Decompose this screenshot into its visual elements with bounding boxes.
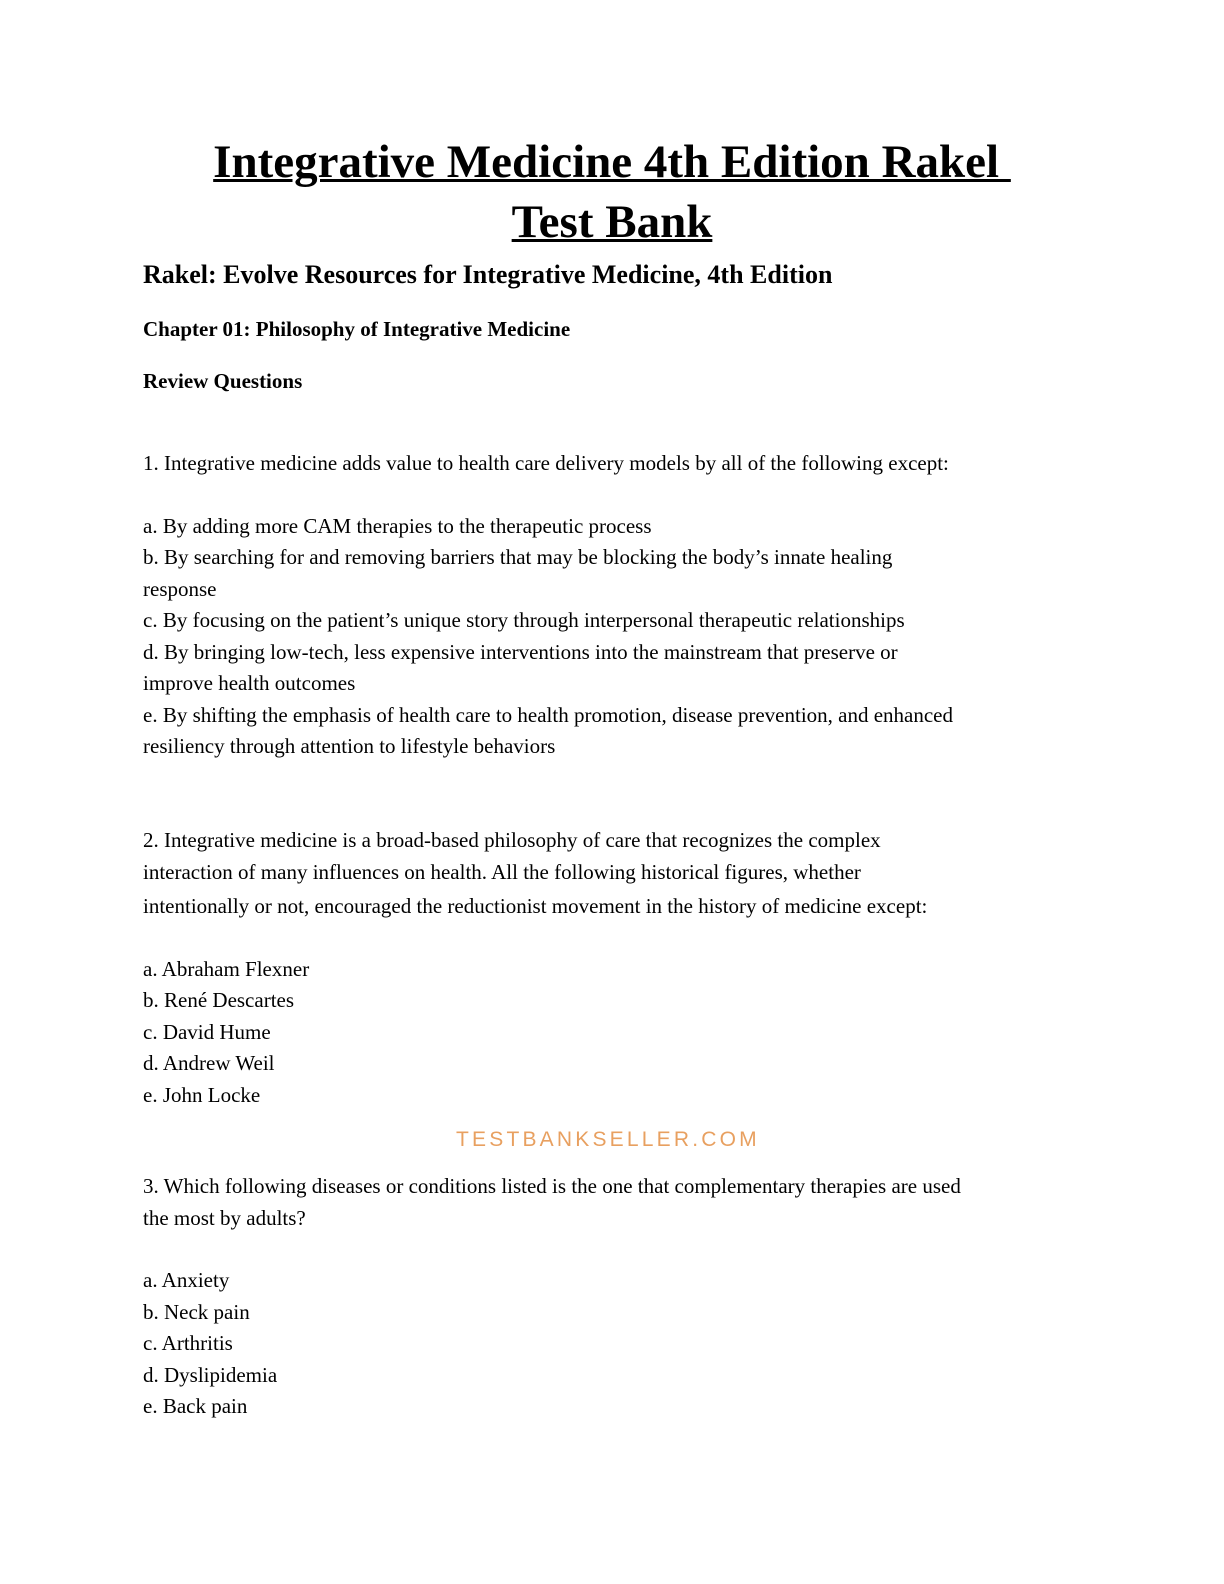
option: b. René Descartes	[143, 988, 295, 1012]
option: d. Andrew Weil	[143, 1051, 275, 1075]
option: b. By searching for and removing barriers that may be blocking the body’s innate healing	[143, 545, 893, 569]
option-cont: improve health outcomes	[143, 671, 356, 695]
question-stem: 2. Integrative medicine is a broad-based philosophy of care that recognizes the complex	[143, 828, 881, 852]
question-1	[143, 448, 1083, 763]
option: a. Anxiety	[143, 1268, 230, 1292]
option: d. Dyslipidemia	[143, 1362, 278, 1387]
option: e. Back pain	[143, 1394, 248, 1418]
question-stem: 3. Which following diseases or conditions listed is the one that complementary therapies are used	[143, 1174, 961, 1198]
option: e. By shifting the emphasis of health care to health promotion, disease prevention, and enhanced	[143, 702, 954, 727]
section-heading: Review Questions	[143, 369, 303, 393]
option: a. Abraham Flexner	[143, 956, 310, 981]
option: d. By bringing low-tech, less expensive interventions into the mainstream that preserve or	[143, 639, 898, 664]
question-3	[143, 1171, 1083, 1423]
option-cont: resiliency through attention to lifestyle behaviors	[143, 734, 556, 758]
watermark: TESTBANKSELLER.COM	[456, 1128, 760, 1151]
title-line-1: Integrative Medicine 4th Edition Rakel	[213, 136, 1011, 188]
title-line-2: Test Bank	[511, 196, 713, 248]
option: c. By focusing on the patient’s unique story through interpersonal therapeutic relationships	[143, 608, 905, 632]
subtitle: Rakel: Evolve Resources for Integrative Medicine, 4th Edition	[143, 260, 833, 289]
question-stem: 1. Integrative medicine adds value to health care delivery models by all of the following except:	[143, 451, 949, 475]
document-title	[0, 133, 1224, 251]
question-2	[143, 825, 1083, 1111]
option: c. David Hume	[143, 1019, 271, 1044]
option: b. Neck pain	[143, 1299, 250, 1324]
option: c. Arthritis	[143, 1331, 233, 1355]
chapter-heading: Chapter 01: Philosophy of Integrative Medicine	[143, 317, 571, 341]
question-stem: the most by adults?	[143, 1205, 306, 1230]
option-cont: response	[143, 576, 217, 601]
question-stem: intentionally or not, encouraged the reductionist movement in the history of medicine except:	[143, 894, 928, 918]
option: e. John Locke	[143, 1082, 261, 1107]
option: a. By adding more CAM therapies to the therapeutic process	[143, 513, 652, 538]
question-stem: interaction of many influences on health. All the following historical figures, whether	[143, 859, 861, 884]
